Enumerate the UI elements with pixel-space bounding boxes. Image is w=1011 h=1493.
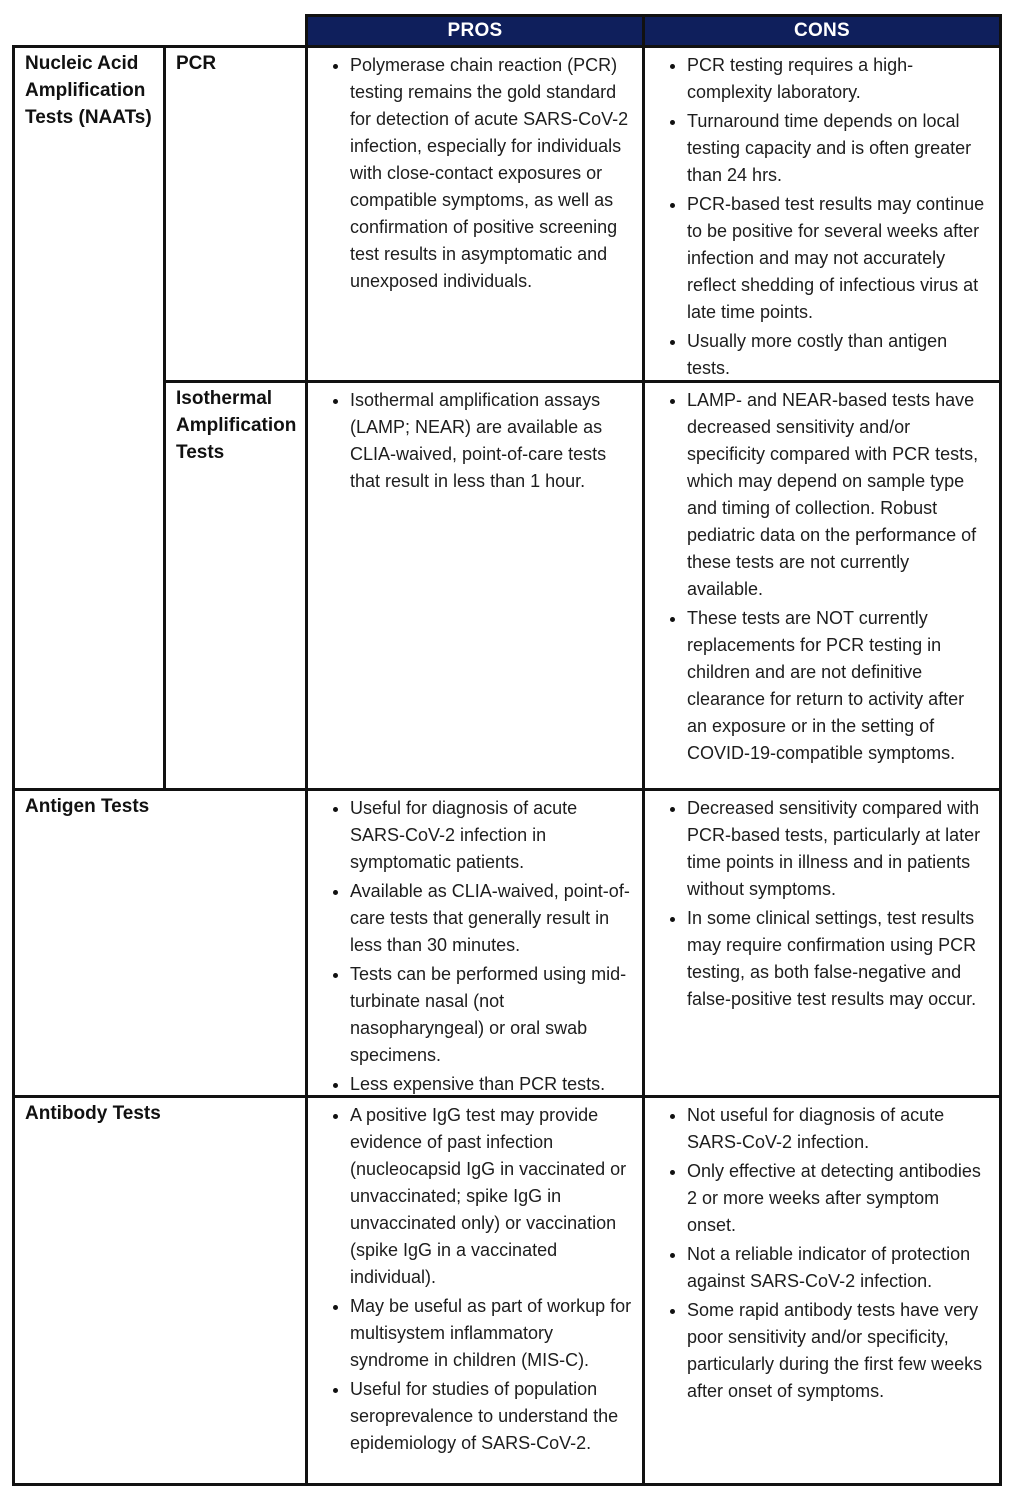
list-item: • Turnaround time depends on local testing capacity and is often greater than 24 hrs. <box>687 108 989 189</box>
list-item: • LAMP- and NEAR-based tests have decreased sensitivity and/or specificity compared with PCR tests, which may depend on sample type and timing of collection. Robust pediatric data on the performance of these tests are not currently available. <box>687 387 989 603</box>
antigen-label: Antigen Tests <box>12 788 308 1098</box>
list-item: • Tests can be performed using mid-turbinate nasal (not nasopharyngeal) or oral swab specimens. <box>350 961 632 1069</box>
list-item: • Polymerase chain reaction (PCR) testing remains the gold standard for detection of acute SARS-CoV-2 infection, especially for individuals with close-contact exposures or compatible symptoms, as well as confirmation of positive screening test results in asymptomatic and unexposed individuals. <box>350 52 632 295</box>
list-item: • Useful for diagnosis of acute SARS-CoV-2 infection in symptomatic patients. <box>350 795 632 876</box>
list-item: • Less expensive than PCR tests. <box>350 1071 632 1098</box>
antibody-pros-list <box>308 1098 642 1457</box>
list-item: • These tests are NOT currently replacements for PCR testing in children and are not definitive clearance for return to activity after an exposure or in the setting of COVID-19-compatible symptoms. <box>687 605 989 767</box>
pcr-pros-list <box>308 48 642 295</box>
list-item: • Some rapid antibody tests have very poor sensitivity and/or specificity, particularly during the first few weeks after onset of symptoms. <box>687 1297 989 1405</box>
list-item: • Only effective at detecting antibodies 2 or more weeks after symptom onset. <box>687 1158 989 1239</box>
list-item: • A positive IgG test may provide evidence of past infection (nucleocapsid IgG in vaccinated or unvaccinated; spike IgG in unvaccinated only) or vaccination (spike IgG in a vaccinated individual). <box>350 1102 632 1291</box>
list-item: • PCR testing requires a high-complexity laboratory. <box>687 52 989 106</box>
list-item: • Not useful for diagnosis of acute SARS-CoV-2 infection. <box>687 1102 989 1156</box>
list-item: • Available as CLIA-waived, point-of-care tests that generally result in less than 30 minutes. <box>350 878 632 959</box>
list-item: • Not a reliable indicator of protection against SARS-CoV-2 infection. <box>687 1241 989 1295</box>
isothermal-pros-cell <box>305 380 645 791</box>
list-item: • Decreased sensitivity compared with PCR-based tests, particularly at later time points in illness and in patients without symptoms. <box>687 795 989 903</box>
antigen-cons-list <box>645 791 999 1013</box>
list-item: • May be useful as part of workup for multisystem inflammatory syndrome in children (MIS-C). <box>350 1293 632 1374</box>
list-item: • Isothermal amplification assays (LAMP; NEAR) are available as CLIA-waived, point-of-care tests that result in less than 1 hour. <box>350 387 632 495</box>
list-item: • In some clinical settings, test results may require confirmation using PCR testing, as both false-negative and false-positive test results may occur. <box>687 905 989 1013</box>
list-item: • Usually more costly than antigen tests. <box>687 328 989 382</box>
isothermal-label: Isothermal Amplification Tests <box>163 380 308 791</box>
pros-header: PROS <box>305 14 645 48</box>
antigen-pros-list <box>308 791 642 1098</box>
isothermal-cons-cell <box>642 380 1002 791</box>
antibody-label: Antibody Tests <box>12 1095 308 1486</box>
list-item: • Useful for studies of population seroprevalence to understand the epidemiology of SARS-CoV-2. <box>350 1376 632 1457</box>
pcr-pros-cell <box>305 45 645 383</box>
antibody-cons-cell <box>642 1095 1002 1486</box>
pcr-cons-list <box>645 48 999 382</box>
pcr-label: PCR <box>163 45 308 383</box>
antigen-cons-cell <box>642 788 1002 1098</box>
isothermal-pros-list <box>308 383 642 495</box>
naat-label: Nucleic Acid Amplification Tests (NAATs) <box>12 45 166 791</box>
list-item: • PCR-based test results may continue to be positive for several weeks after infection and may not accurately reflect shedding of infectious virus at late time points. <box>687 191 989 326</box>
cons-header: CONS <box>642 14 1002 48</box>
pcr-cons-cell <box>642 45 1002 383</box>
antigen-pros-cell <box>305 788 645 1098</box>
isothermal-cons-list <box>645 383 999 767</box>
antibody-pros-cell <box>305 1095 645 1486</box>
antibody-cons-list <box>645 1098 999 1405</box>
